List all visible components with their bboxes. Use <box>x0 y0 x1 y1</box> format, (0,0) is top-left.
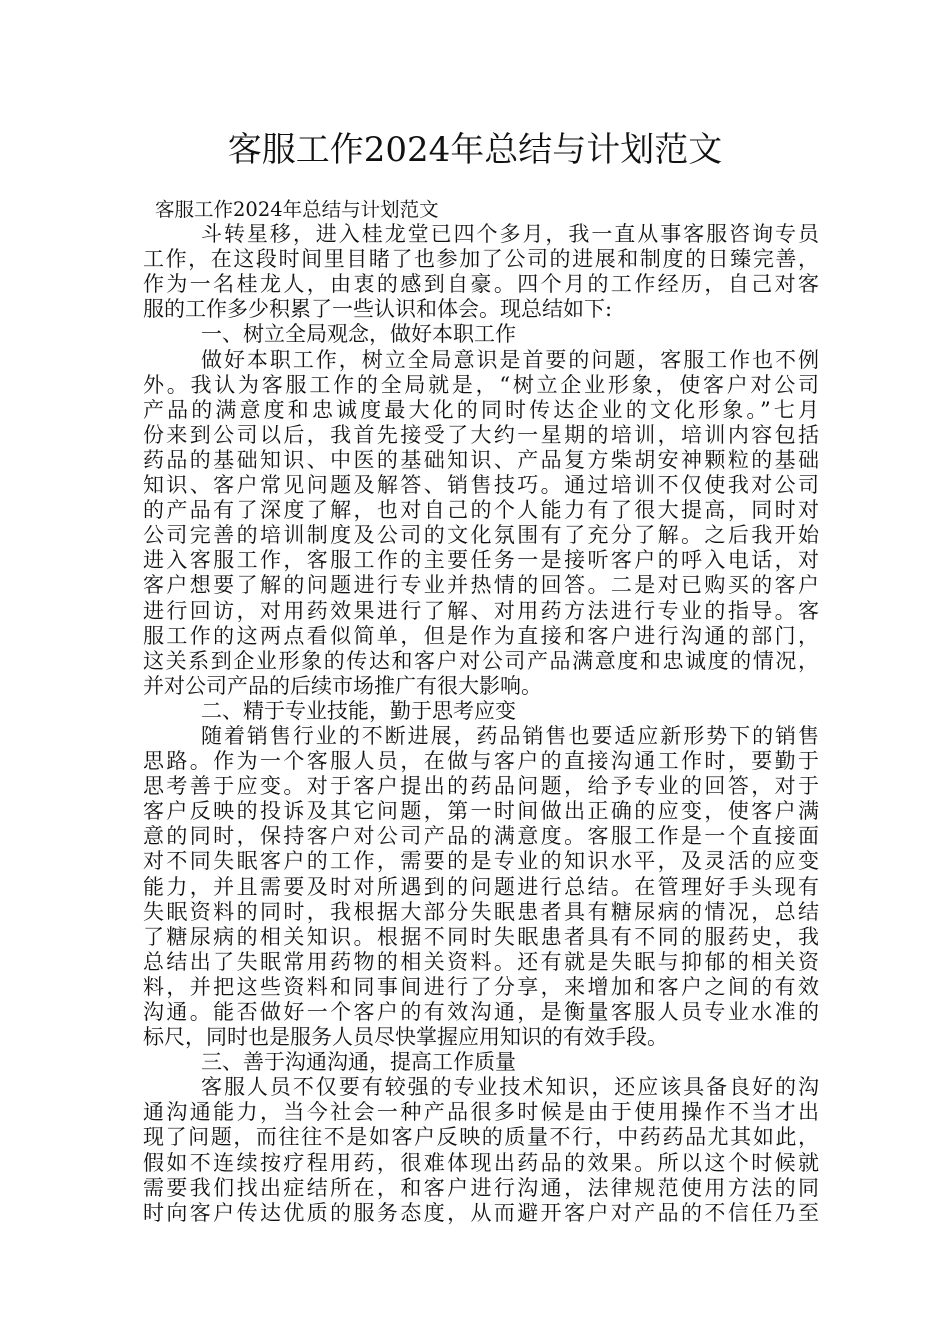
section-heading: 三、善于沟通沟通，提高工作质量 <box>201 1050 516 1075</box>
paragraph-line: 沟通。能否做好一个客户的有效沟通，是衡量客服人员专业水准的 <box>143 1000 819 1024</box>
paragraph-line: 时向客户传达优质的服务态度，从而避开客户对产品的不信任乃至 <box>143 1200 819 1225</box>
paragraph-line: 总结出了失眠常用药物的相关资料。还有就是失眠与抑郁的相关资 <box>143 949 819 974</box>
document-body <box>143 197 819 1226</box>
paragraph-line: 工作，在这段时间里目睹了也参加了公司的进展和制度的日臻完善， <box>143 247 819 272</box>
paragraph-line: 外。我认为客服工作的全局就是，“树立企业形象，使客户对公司 <box>143 372 819 397</box>
paragraph-line: 随着销售行业的不断进展，药品销售也要适应新形势下的销售 <box>201 723 819 748</box>
paragraph-line: 假如不连续按疗程用药，很难体现出药品的效果。所以这个时候就 <box>143 1150 819 1175</box>
paragraph-line: 标尺，同时也是服务人员尽快掌握应用知识的有效手段。 <box>143 1025 668 1050</box>
paragraph-line: 做好本职工作，树立全局意识是首要的问题，客服工作也不例 <box>201 347 819 372</box>
paragraph-line: 作为一名桂龙人，由衷的感到自豪。四个月的工作经历，自己对客 <box>143 272 819 297</box>
paragraph-line: 产品的满意度和忠诚度最大化的同时传达企业的文化形象。”七月 <box>143 397 819 422</box>
paragraph-line: 药品的基础知识、中医的基础知识、产品复方柴胡安神颗粒的基础 <box>143 447 819 472</box>
paragraph-line: 份来到公司以后，我首先接受了大约一星期的培训，培训内容包括 <box>143 422 819 447</box>
section-heading: 一、树立全局观念，做好本职工作 <box>201 322 516 347</box>
paragraph-line: 客户想要了解的问题进行专业并热情的回答。二是对已购买的客户 <box>143 573 819 598</box>
paragraph-line: 能力，并且需要及时对所遇到的问题进行总结。在管理好手头现有 <box>143 874 819 899</box>
paragraph-line: 思考善于应变。对于客户提出的药品问题，给予专业的回答，对于 <box>143 774 819 799</box>
paragraph-line: 公司完善的培训制度及公司的文化氛围有了充分了解。之后我开始 <box>143 523 819 548</box>
paragraph-line: 服工作的这两点看似简单，但是作为直接和客户进行沟通的部门， <box>143 623 819 648</box>
paragraph-line: 进行回访，对用药效果进行了解、对用药方法进行专业的指导。客 <box>143 598 819 623</box>
paragraph-line: 需要我们找出症结所在，和客户进行沟通，法律规范使用方法的同 <box>143 1175 819 1200</box>
section-heading: 二、精于专业技能，勤于思考应变 <box>201 698 516 723</box>
paragraph-line: 的产品有了深度了解，也对自己的个人能力有了很大提高，同时对 <box>143 498 819 523</box>
document-subtitle: 客服工作2024年总结与计划范文 <box>155 198 439 221</box>
document-title: 客服工作2024年总结与计划范文 <box>227 130 723 170</box>
paragraph-line: 客服人员不仅要有较强的专业技术知识，还应该具备良好的沟 <box>201 1075 819 1100</box>
paragraph-line: 对不同失眠客户的工作，需要的是专业的知识水平，及灵活的应变 <box>143 849 819 874</box>
paragraph-line: 知识、客户常见问题及解答、销售技巧。通过培训不仅使我对公司 <box>143 473 819 498</box>
paragraph-line: 进入客服工作，客服工作的主要任务一是接听客户的呼入电话，对 <box>143 548 819 573</box>
paragraph-line: 失眠资料的同时，我根据大部分失眠患者具有糖尿病的情况，总结 <box>143 899 819 924</box>
paragraph-line: 客户反映的投诉及其它问题，第一时间做出正确的应变，使客户满 <box>143 799 819 824</box>
paragraph-line: 通沟通能力，当今社会一种产品很多时候是由于使用操作不当才出 <box>143 1100 819 1125</box>
paragraph-line: 服的工作多少积累了一些认识和体会。现总结如下: <box>143 297 613 322</box>
paragraph-line: 了糖尿病的相关知识。根据不同时失眠患者具有不同的服药史，我 <box>143 924 819 949</box>
paragraph-line: 现了问题，而往往不是如客户反映的质量不行，中药药品尤其如此， <box>143 1125 819 1150</box>
paragraph-line: 意的同时，保持客户对公司产品的满意度。客服工作是一个直接面 <box>143 824 819 849</box>
paragraph-line: 思路。作为一个客服人员，在做与客户的直接沟通工作时，要勤于 <box>143 749 819 774</box>
paragraph-line: 料，并把这些资料和同事间进行了分享，来增加和客户之间的有效 <box>143 974 819 999</box>
paragraph-line: 这关系到企业形象的传达和客户对公司产品满意度和忠诚度的情况， <box>143 648 819 673</box>
paragraph-line: 斗转星移，进入桂龙堂已四个多月，我一直从事客服咨询专员 <box>201 222 819 247</box>
paragraph-line: 并对公司产品的后续市场推广有很大影响。 <box>143 673 542 698</box>
